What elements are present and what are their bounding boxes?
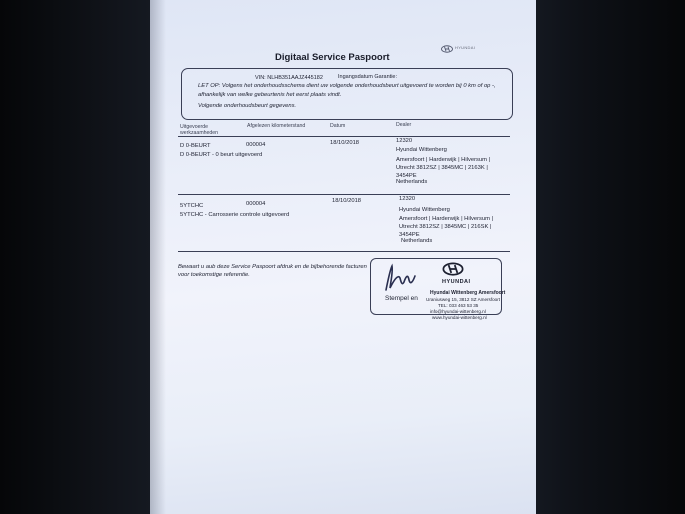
entry-dealer-name: Hyundai Wittenberg xyxy=(399,207,450,213)
stamp-address: Uraniusweg 15, 3812 SZ Amersfoort xyxy=(426,297,501,302)
stamp-label: Stempel en xyxy=(385,295,418,302)
entry-date: 18/10/2018 xyxy=(330,140,360,146)
col-date: Datum xyxy=(330,123,346,129)
signature xyxy=(382,262,422,294)
vin-label: VIN: xyxy=(255,75,266,81)
table-header-divider xyxy=(178,136,510,137)
entry-country: Netherlands xyxy=(401,238,433,244)
entry-country: Netherlands xyxy=(396,179,428,185)
warranty-start-label: Ingangsdatum Garantie: xyxy=(338,74,398,80)
table-end-divider xyxy=(178,251,510,252)
entry-description: D 0-BEURT - 0 beurt uitgevoerd xyxy=(180,152,263,158)
entry-dealer-name: Hyundai Wittenberg xyxy=(396,147,447,153)
entry-code: 5YTCHC xyxy=(180,203,204,209)
entry-dealer-number: 12320 xyxy=(399,196,416,202)
vin-line xyxy=(255,75,323,81)
entry-km: 000004 xyxy=(246,142,266,148)
brand-wordmark: HYUNDAI xyxy=(455,45,476,50)
row-divider xyxy=(178,194,510,195)
stamp-website: www.hyundai-wittenberg.nl xyxy=(432,315,487,320)
col-work-line2: werkzaamheden xyxy=(180,130,219,136)
footer-note: Bewaart u aub deze Service Paspoort afdruk en de bijbehorende facturen voor toekomstige referentie. xyxy=(178,264,367,278)
vin-value: NLHB351AAJZ445182 xyxy=(267,75,323,81)
col-dealer: Dealer xyxy=(396,122,412,128)
entry-dealer-number: 12320 xyxy=(396,138,413,144)
next-service-text: Volgende onderhoudsbeurt gegevens. xyxy=(198,103,297,109)
col-work-line1: Uitgevoerde xyxy=(180,124,208,130)
background-left xyxy=(0,0,150,514)
service-passport-paper xyxy=(150,0,536,514)
col-km: Afgelezen kilometerstand xyxy=(247,123,306,129)
entry-dealer-locations: Amersfoort | Harderwijk | Hilversum | Utrecht 3812SZ | 3845MC | 2163K | 3454PE xyxy=(396,157,491,179)
hyundai-stamp-logo-icon xyxy=(442,262,464,276)
entry-date: 18/10/2018 xyxy=(332,198,362,204)
entry-code: D 0-BEURT xyxy=(180,143,211,149)
hyundai-logo-icon xyxy=(441,45,453,53)
service-notice: LET OP: Volgens het onderhoudsschema dient uw volgende onderhoudsbeurt uitgevoerd te worden bij 0 km of op -, afhankelijk van welke gebeurtenis het eerst plaats vindt. xyxy=(198,83,496,98)
paper-fold-shadow xyxy=(150,0,166,514)
background-right xyxy=(535,0,685,514)
entry-km: 000004 xyxy=(246,201,266,207)
stamp-brand: HYUNDAI xyxy=(442,279,471,285)
stamp-dealer-name: Hyundai Wittenberg Amersfoort xyxy=(430,290,506,296)
entry-description: 5YTCHC - Carrosserie controle uitgevoerd xyxy=(180,212,290,218)
stamp-email: info@hyundai-wittenberg.nl xyxy=(430,309,486,314)
stamp-phone: TEL: 033 463 53 35 xyxy=(438,303,479,308)
entry-dealer-locations: Amersfoort | Harderwijk | Hilversum | Utrecht 3812SZ | 3845MC | 216SK | 3454PE xyxy=(399,216,494,238)
document-title: Digitaal Service Paspoort xyxy=(275,52,390,63)
